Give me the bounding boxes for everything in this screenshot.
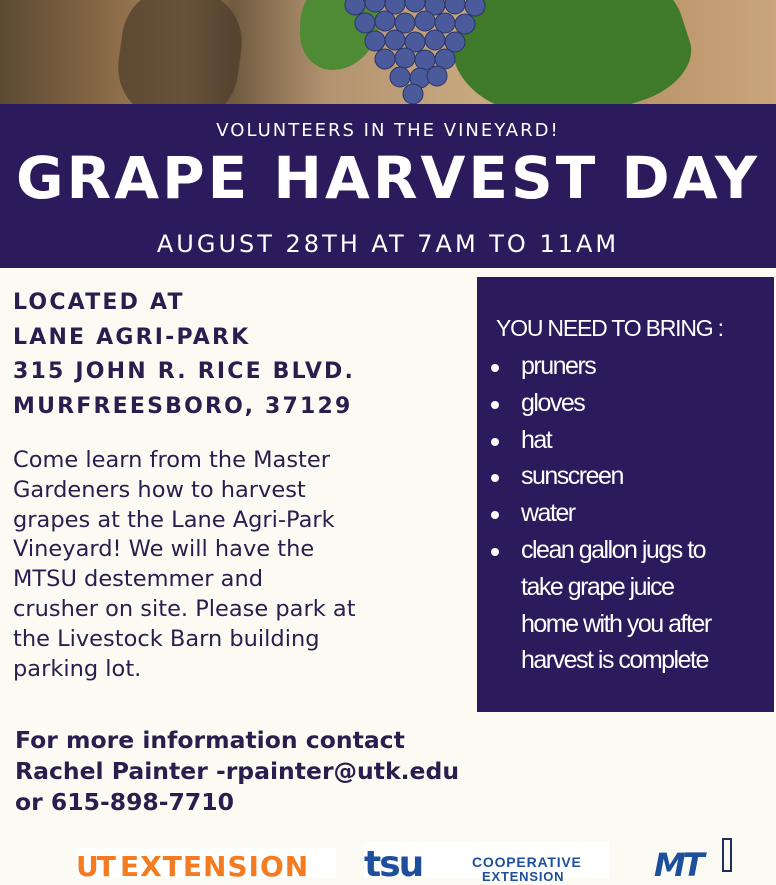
bullet-icon: [491, 401, 499, 409]
description-line: Come learn from the Master: [13, 447, 330, 473]
contact-line: For more information contact: [15, 726, 405, 754]
location-line: 315 JOHN R. RICE BLVD.: [13, 359, 356, 384]
bring-list-item: [491, 458, 771, 495]
banner-kicker: VOLUNTEERS IN THE VINEYARD!: [216, 120, 560, 141]
bullet-icon: [491, 364, 499, 372]
tsu-logo-line: EXTENSION: [482, 869, 565, 884]
bring-item-text: pruners: [521, 352, 596, 380]
bring-item-text: hat: [521, 425, 552, 454]
bring-list-item: [491, 495, 771, 532]
tsu-logo-line: COOPERATIVE: [472, 854, 582, 870]
description-line: MTSU destemmer and: [13, 566, 263, 593]
bring-list: [491, 348, 771, 679]
bring-item-text: harvest is complete: [521, 646, 708, 675]
mtsu-logo: [654, 838, 744, 884]
bring-list-panel: [477, 277, 774, 712]
bring-item-text: water: [521, 499, 575, 528]
title-banner: [0, 104, 776, 268]
tsu-logo-mark: tsu: [364, 844, 423, 885]
location-line: MURFREESBORO, 37129: [13, 393, 353, 419]
bring-item-text: home with you after: [521, 609, 711, 638]
event-description: [13, 446, 413, 684]
ut-logo-word: EXTENSION: [120, 850, 310, 883]
description-line: Vineyard! We will have the: [13, 536, 315, 563]
bring-item-text: take grape juice: [521, 572, 674, 601]
description-line: Gardeners how to harvest: [13, 476, 306, 503]
bullet-icon: [491, 474, 499, 482]
bring-item-text: sunscreen: [521, 462, 623, 491]
location-line: LANE AGRI-PARK: [13, 324, 251, 350]
bring-list-item: [491, 348, 771, 385]
bring-item-text: gloves: [521, 388, 585, 417]
sponsor-logos: [0, 832, 776, 885]
bullet-icon: [491, 438, 499, 446]
description-line: the Livestock Barn building: [13, 625, 320, 652]
contact-block: [15, 725, 459, 818]
bullet-icon: [491, 548, 499, 556]
tower-icon: [722, 838, 732, 872]
bring-list-title: YOU NEED TO BRING :: [496, 315, 723, 341]
location-block: [13, 286, 355, 424]
hero-grape-photo: [0, 0, 776, 104]
bring-item-text: clean gallon jugs to: [521, 535, 706, 564]
bring-list-item: [491, 532, 771, 679]
ut-extension-logo: [76, 848, 336, 883]
contact-line: Rachel Painter -rpainter@utk.edu: [15, 757, 460, 785]
bring-list-item: [491, 422, 771, 459]
contact-line: or 615-898-7710: [15, 788, 234, 816]
location-line: LOCATED AT: [13, 290, 185, 315]
grape-cluster-icon: [325, 0, 505, 110]
event-title: GRAPE HARVEST DAY: [15, 144, 761, 212]
description-line: grapes at the Lane Agri-Park: [13, 506, 335, 533]
mtsu-logo-mark: MT: [654, 846, 702, 884]
ut-logo-mark: UT: [76, 850, 114, 883]
tsu-extension-logo: [364, 842, 609, 885]
event-date: AUGUST 28TH AT 7AM TO 11AM: [156, 230, 620, 258]
description-line: crusher on site. Please park at: [13, 595, 356, 622]
description-line: parking lot.: [13, 655, 142, 682]
bring-list-item: [491, 385, 771, 422]
bullet-icon: [491, 511, 499, 519]
